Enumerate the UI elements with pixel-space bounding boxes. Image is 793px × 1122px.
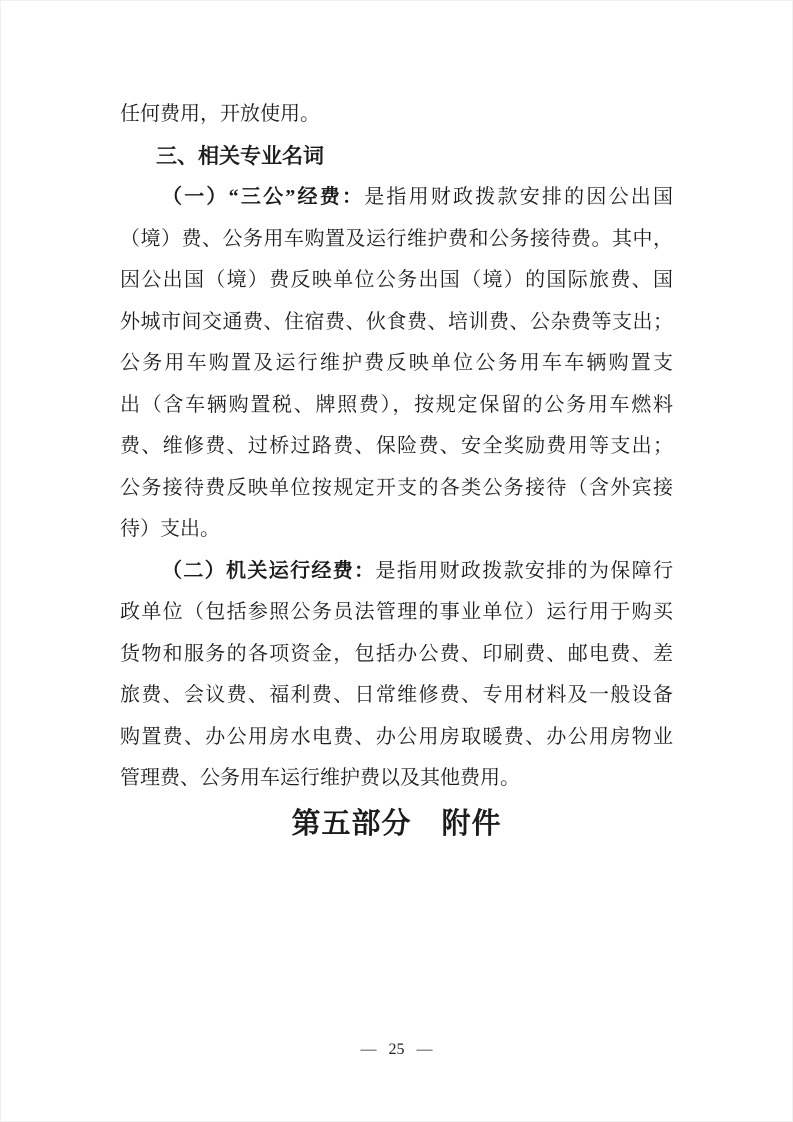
paragraph-continuation-line: 任何费用，开放使用。 [120,103,320,125]
para1-line-1-text: 是指用财政拨款安排的因公出国 [364,186,674,208]
para1-line-5: 公务用车购置及运行维护费反映单位公务用车车辆购置支 [120,352,673,374]
footer-dash-right: — [416,1041,433,1058]
para2-line-5: 购置费、办公用房水电费、办公用房取暖费、办公用房物业 [120,725,673,748]
page-footer [0,1041,793,1059]
para1-line-7: 费、维修费、过桥过路费、保险费、安全奖励费用等支出； [120,435,673,457]
para1-line-6: 出（含车辆购置税、牌照费），按规定保留的公务用车燃料 [120,393,673,416]
para1-line-1 [120,177,673,219]
para1-line-8: 公务接待费反映单位按规定开支的各类公务接待（含外宾接 [120,476,673,499]
subsection-heading: 三、相关专业名词 [156,144,324,168]
para1-lead: （一）“三公”经费： [162,186,365,208]
para1-line-2: （境）费、公务用车购置及运行维护费和公务接待费。其中， [120,227,673,250]
footer-dash-left: — [360,1041,377,1058]
para2-line-6: 管理费、公务用车运行维护费以及其他费用。 [120,767,520,789]
page-number: 25 [388,1041,405,1058]
para2-line-3: 货物和服务的各项资金，包括办公费、印刷费、邮电费、差 [120,642,673,665]
para1-line-4: 外城市间交通费、住宿费、伙食费、培训费、公杂费等支出； [120,310,673,333]
document-body [120,94,673,848]
para2-line-4: 旅费、会议费、福利费、日常维修费、专用材料及一般设备 [120,684,673,706]
para1-line-3: 因公出国（境）费反映单位公务出国（境）的国际旅费、国 [120,269,673,291]
para1-line-9: 待）支出。 [120,518,220,540]
part-heading: 第五部分 附件 [291,807,502,840]
para2-line-1-text: 是指用财政拨款安排的为保障行 [375,559,674,582]
para2-line-2: 政单位（包括参照公务员法管理的事业单位）运行用于购买 [120,601,673,623]
para2-lead: （二）机关运行经费： [162,559,376,582]
para2-line-1 [120,551,673,593]
